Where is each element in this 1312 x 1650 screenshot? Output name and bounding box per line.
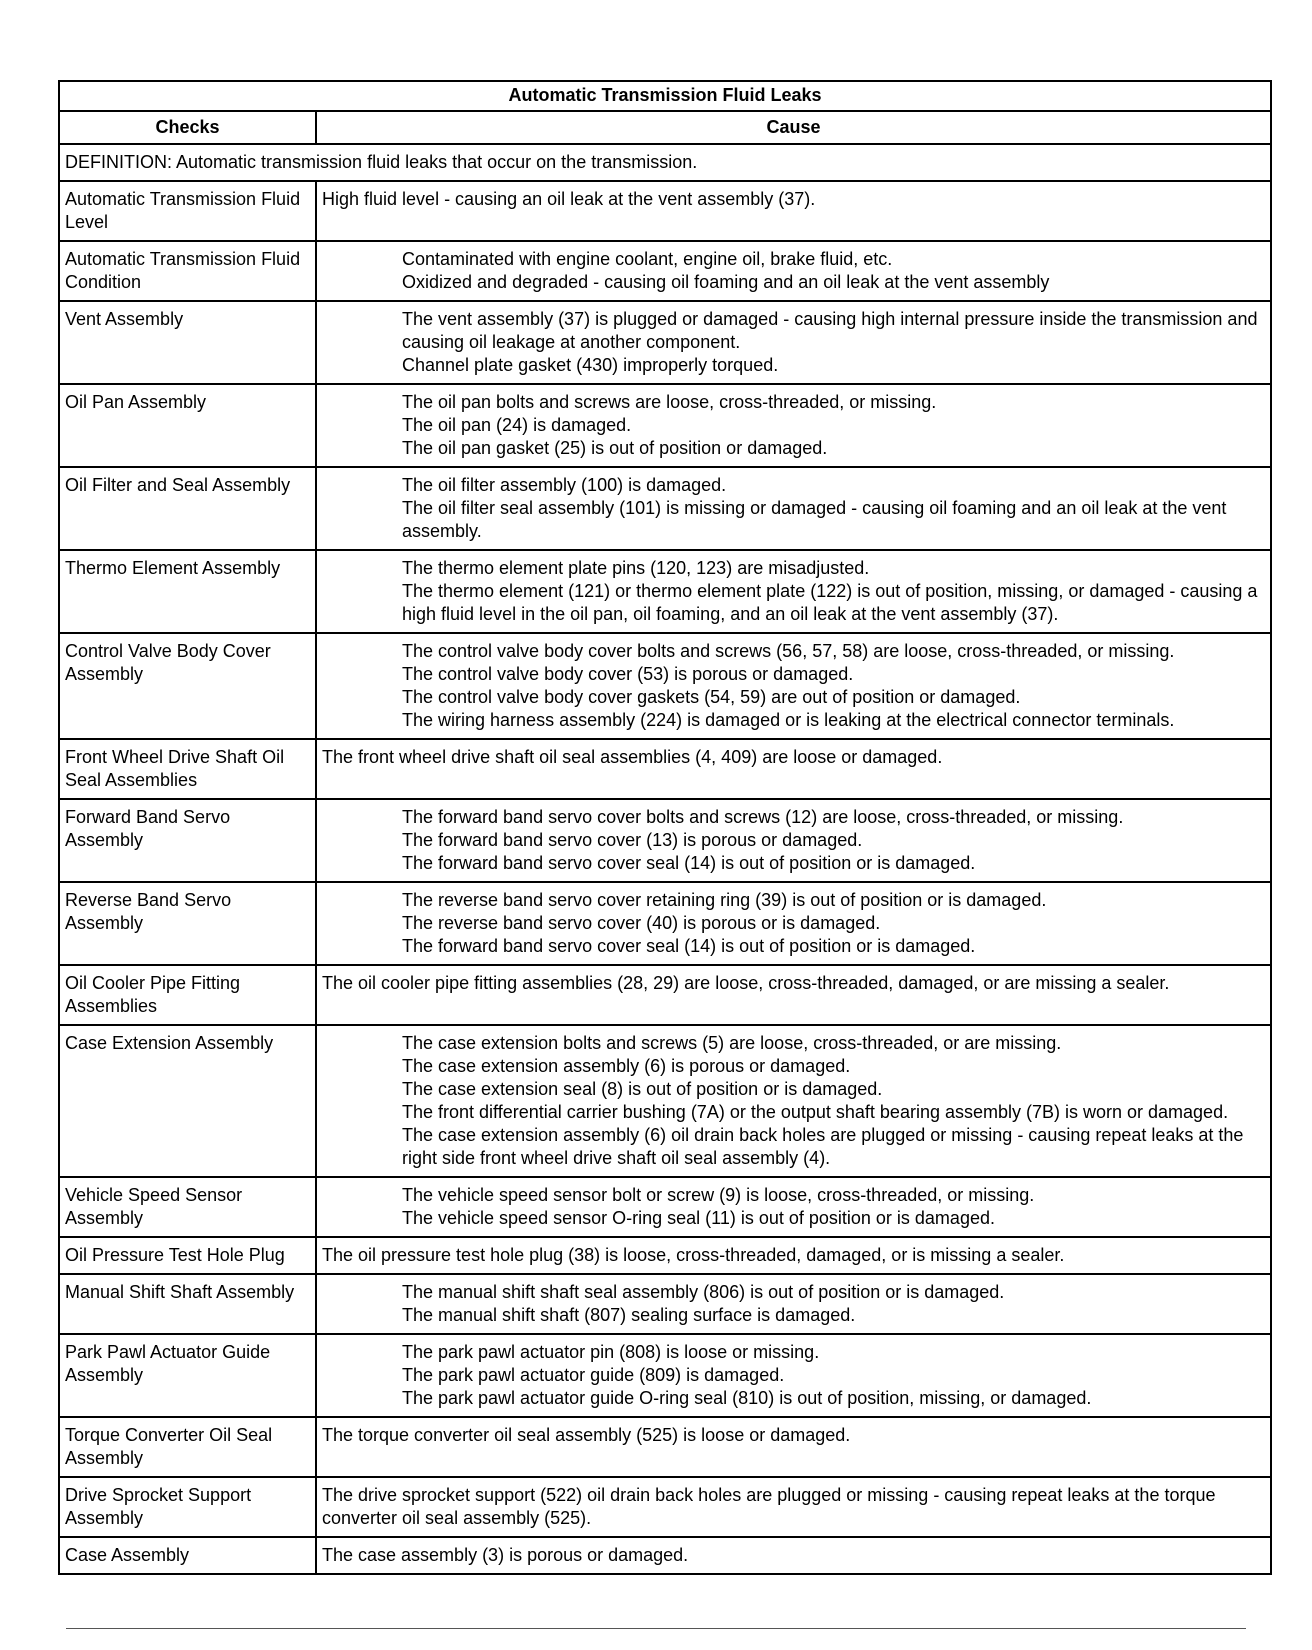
check-cell: Vehicle Speed Sensor Assembly [59,1177,316,1237]
cause-line: The reverse band servo cover retaining ring (39) is out of position or is damaged. [402,890,1047,910]
table-row [59,467,1271,550]
cause-line: The oil pan gasket (25) is out of position or damaged. [402,438,828,458]
cause-line: The vehicle speed sensor O-ring seal (11) is out of position or is damaged. [402,1208,995,1228]
check-cell: Manual Shift Shaft Assembly [59,1274,316,1334]
cause-cell [316,882,1271,965]
check-cell: Drive Sprocket Support Assembly [59,1477,316,1537]
cause-line: The control valve body cover gaskets (54, 59) are out of position or damaged. [402,687,1021,707]
cause-line: The reverse band servo cover (40) is porous or is damaged. [402,913,881,933]
cause-line: High fluid level - causing an oil leak at the vent assembly (37). [322,189,816,209]
cause-cell [316,799,1271,882]
check-cell: Park Pawl Actuator Guide Assembly [59,1334,316,1417]
cause-line: The torque converter oil seal assembly (525) is loose or damaged. [322,1425,851,1445]
fluid-leaks-table [58,80,1272,1575]
cause-cell [316,1274,1271,1334]
table-header-row [59,111,1271,144]
cause-line: The oil pressure test hole plug (38) is loose, cross-threaded, damaged, or is missing a sealer. [322,1245,1065,1265]
cause-cell [316,1177,1271,1237]
cause-line: The oil filter assembly (100) is damaged. [402,475,727,495]
table-row [59,1334,1271,1417]
cause-line: The park pawl actuator guide O-ring seal (810) is out of position, missing, or damaged. [402,1388,1092,1408]
cause-line: Contaminated with engine coolant, engine oil, brake fluid, etc. [402,249,893,269]
cause-line: The oil pan bolts and screws are loose, cross-threaded, or missing. [402,392,937,412]
check-cell: Oil Pan Assembly [59,384,316,467]
cause-cell [316,181,1271,241]
definition-text: DEFINITION: Automatic transmission fluid leaks that occur on the transmission. [59,144,1271,181]
cause-line: The front wheel drive shaft oil seal assemblies (4, 409) are loose or damaged. [322,747,943,767]
column-header-checks: Checks [59,111,316,144]
cause-line: The park pawl actuator pin (808) is loose or missing. [402,1342,820,1362]
cause-line: The forward band servo cover seal (14) is out of position or is damaged. [402,936,976,956]
cause-line: The case extension seal (8) is out of position or is damaged. [402,1079,883,1099]
cause-cell [316,467,1271,550]
cause-line: The vehicle speed sensor bolt or screw (9) is loose, cross-threaded, or missing. [402,1185,1035,1205]
cause-line: The manual shift shaft seal assembly (806) is out of position or is damaged. [402,1282,1005,1302]
cause-cell [316,1334,1271,1417]
cause-line: The oil pan (24) is damaged. [402,415,632,435]
cause-cell [316,301,1271,384]
cause-line: The thermo element plate pins (120, 123) are misadjusted. [402,558,870,578]
table-row [59,633,1271,739]
cause-line: The front differential carrier bushing (7A) or the output shaft bearing assembly (7B) is worn or damaged. [402,1102,1229,1122]
table-row [59,882,1271,965]
cause-line: The oil filter seal assembly (101) is missing or damaged - causing oil foaming and an oil leak at the vent assembly. [402,498,1227,541]
table-row [59,241,1271,301]
check-cell: Control Valve Body Cover Assembly [59,633,316,739]
cause-line: The wiring harness assembly (224) is damaged or is leaking at the electrical connector terminals. [402,710,1175,730]
cause-line: The thermo element (121) or thermo element plate (122) is out of position, missing, or damaged - causing a high fluid level in the oil pan, oil foaming, and an oil leak at the vent assembly (37). [402,581,1258,624]
table-row [59,384,1271,467]
table-row [59,550,1271,633]
table-row [59,1025,1271,1177]
cause-cell [316,739,1271,799]
cause-cell [316,241,1271,301]
cause-line: Channel plate gasket (430) improperly torqued. [402,355,779,375]
table-row [59,1177,1271,1237]
check-cell: Thermo Element Assembly [59,550,316,633]
cause-line: The forward band servo cover (13) is porous or damaged. [402,830,863,850]
cause-cell [316,965,1271,1025]
cause-line: The case assembly (3) is porous or damaged. [322,1545,689,1565]
column-header-cause: Cause [316,111,1271,144]
table-row [59,1417,1271,1477]
check-cell: Case Assembly [59,1537,316,1574]
check-cell: Torque Converter Oil Seal Assembly [59,1417,316,1477]
check-cell: Vent Assembly [59,301,316,384]
cause-line: The case extension bolts and screws (5) are loose, cross-threaded, or are missing. [402,1033,1062,1053]
cause-line: The case extension assembly (6) is porous or damaged. [402,1056,851,1076]
table-row [59,1477,1271,1537]
table-row [59,1237,1271,1274]
cause-line: The control valve body cover bolts and screws (56, 57, 58) are loose, cross-threaded, or missing. [402,641,1175,661]
check-cell: Oil Pressure Test Hole Plug [59,1237,316,1274]
check-cell: Case Extension Assembly [59,1025,316,1177]
cause-line: The drive sprocket support (522) oil drain back holes are plugged or missing - causing repeat leaks at the torque converter oil seal assembly (525). [322,1485,1216,1528]
check-cell: Front Wheel Drive Shaft Oil Seal Assemblies [59,739,316,799]
check-cell: Forward Band Servo Assembly [59,799,316,882]
table-title-row [59,81,1271,111]
cause-line: The forward band servo cover seal (14) is out of position or is damaged. [402,853,976,873]
table-row [59,181,1271,241]
table-row [59,1537,1271,1574]
cause-cell [316,633,1271,739]
cause-cell [316,1237,1271,1274]
check-cell: Automatic Transmission Fluid Condition [59,241,316,301]
check-cell: Automatic Transmission Fluid Level [59,181,316,241]
cause-line: The oil cooler pipe fitting assemblies (28, 29) are loose, cross-threaded, damaged, or are missing a sealer. [322,973,1170,993]
table-row [59,1274,1271,1334]
table-row [59,965,1271,1025]
table-row [59,301,1271,384]
footer-divider [66,1628,1246,1629]
check-cell: Oil Filter and Seal Assembly [59,467,316,550]
cause-cell [316,550,1271,633]
cause-line: The case extension assembly (6) oil drain back holes are plugged or missing - causing repeat leaks at the right side front wheel drive shaft oil seal assembly (4). [402,1125,1244,1168]
table-row [59,739,1271,799]
cause-cell [316,1537,1271,1574]
cause-line: The manual shift shaft (807) sealing surface is damaged. [402,1305,856,1325]
check-cell: Reverse Band Servo Assembly [59,882,316,965]
cause-cell [316,1025,1271,1177]
cause-cell [316,1417,1271,1477]
check-cell: Oil Cooler Pipe Fitting Assemblies [59,965,316,1025]
cause-cell [316,1477,1271,1537]
cause-line: The forward band servo cover bolts and screws (12) are loose, cross-threaded, or missing. [402,807,1124,827]
cause-line: The park pawl actuator guide (809) is damaged. [402,1365,785,1385]
cause-line: The control valve body cover (53) is porous or damaged. [402,664,854,684]
definition-row [59,144,1271,181]
cause-line: Oxidized and degraded - causing oil foaming and an oil leak at the vent assembly [402,272,1050,292]
table-title: Automatic Transmission Fluid Leaks [59,81,1271,111]
cause-line: The vent assembly (37) is plugged or damaged - causing high internal pressure inside the transmission and causing oil leakage at another component. [402,309,1258,352]
cause-cell [316,384,1271,467]
table-row [59,799,1271,882]
